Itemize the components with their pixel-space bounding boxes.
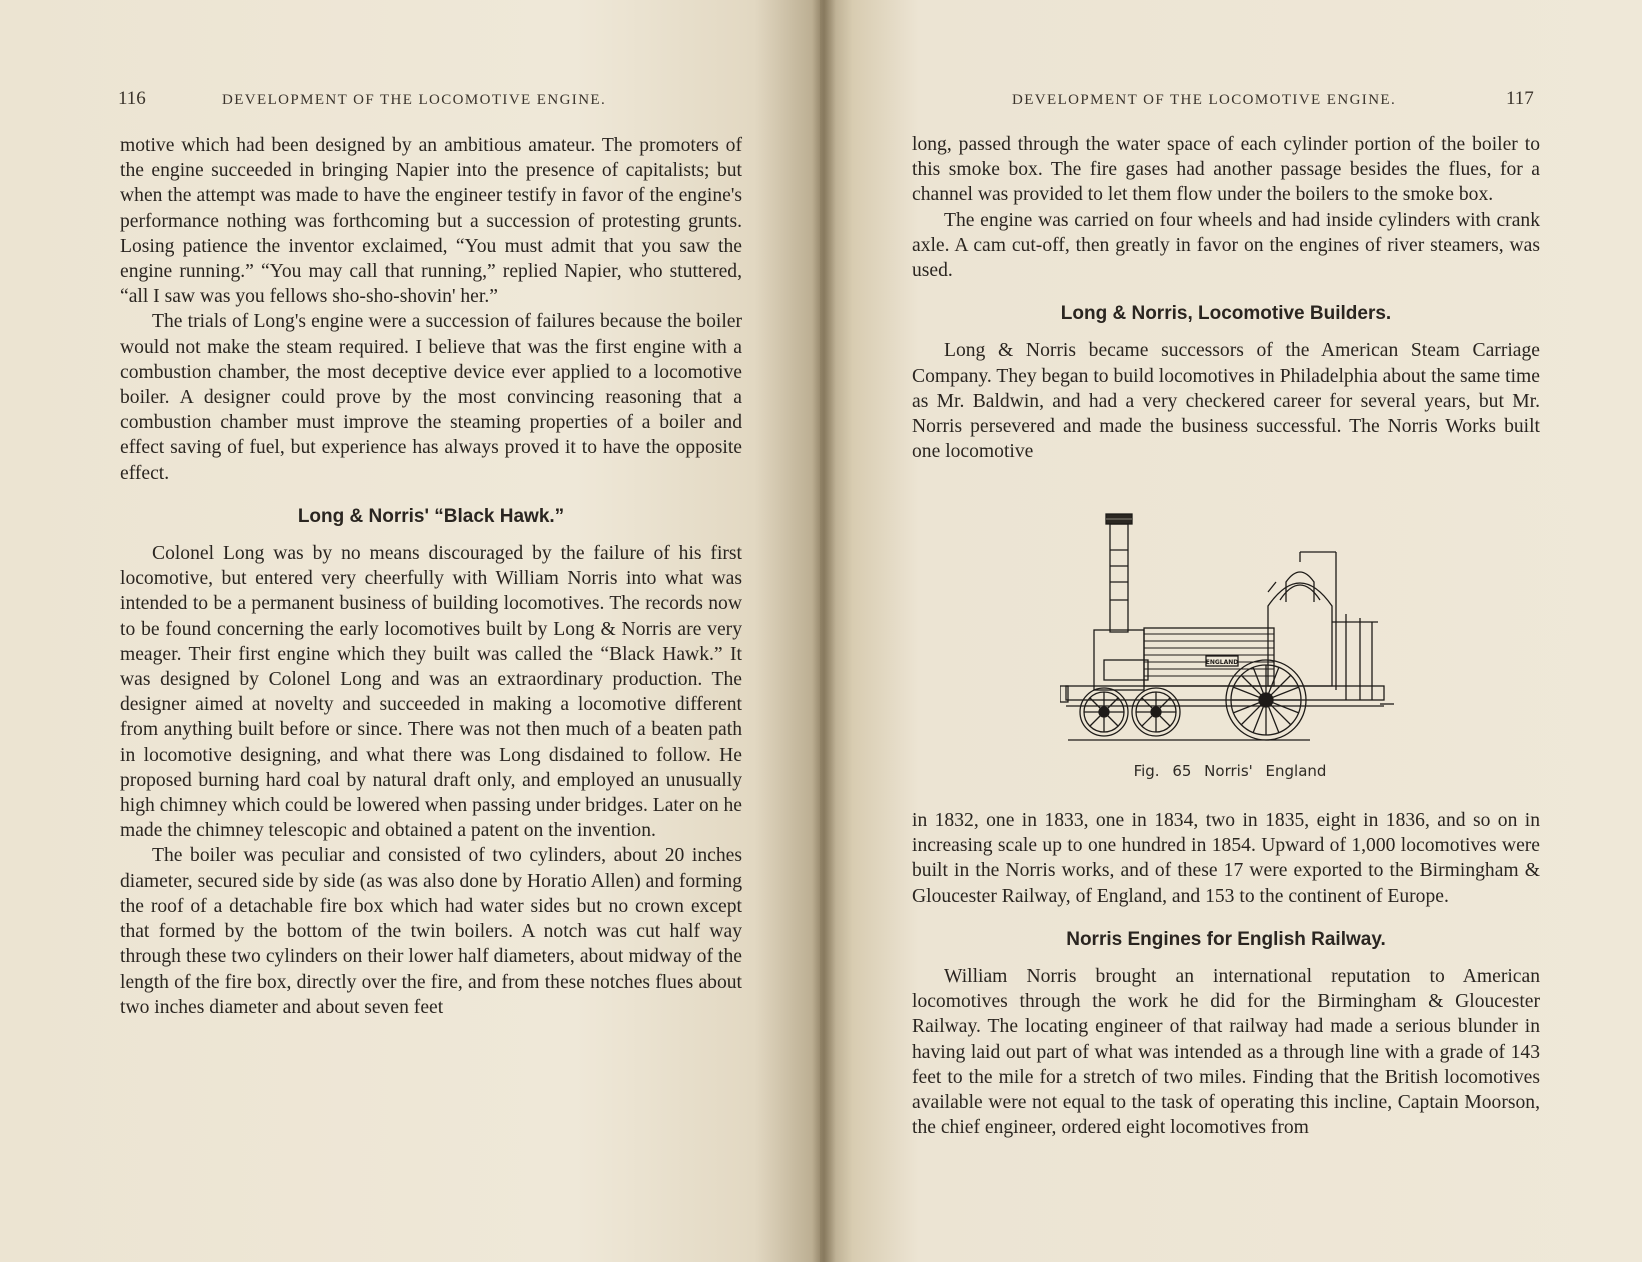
- left-page: [0, 0, 820, 1262]
- gutter-shadow: [812, 0, 836, 1262]
- right-text-column-bottom: [912, 808, 1540, 1140]
- section-heading: Long & Norris, Locomotive Builders.: [1060, 303, 1392, 325]
- paragraph: The boiler was peculiar and consisted of two cylinders, about 20 inches diameter, secured side by side (as was also done by Horatio Allen) and forming the roof of a detachable fire box which had water sides but no crown except that formed by the bottom of the twin boilers. A notch was cut half way through these two cylinders on their lower half diameters, about midway of the length of the fire box, directly over the fire, and from these notches flues about two inches diameter and about seven feet: [120, 845, 742, 1018]
- figure-caption: Fig. 65 Norris' England: [1133, 762, 1327, 780]
- left-text-column: [120, 133, 742, 1020]
- paragraph: Long & Norris became successors of the American Steam Carriage Company. They began to build locomotives in Philadelphia about the same time as Mr. Baldwin, and had a very checkered career for several years, but Mr. Norris persevered and made the business successful. The Norris Works built one locomotive: [912, 340, 1540, 463]
- section-heading: Long & Norris' “Black Hawk.”: [297, 505, 565, 527]
- paragraph: in 1832, one in 1833, one in 1834, two in 1835, eight in 1836, and so on in increasing scale up to one hundred in 1854. Upward of 1,000 locomotives were built in the Norris works, and of these 17 were exported to the Birmingham & Gloucester Railway, of England, and 153 to the continent of Europe.: [912, 810, 1540, 907]
- paragraph: motive which had been designed by an ambitious amateur. The promoters of the engine succeeded in bringing Napier into the presence of capitalists; but when the attempt was made to have the engineer testify in favor of the engine's performance nothing was forthcoming but a succession of protesting grunts. Losing patience the inventor exclaimed, “You must admit that you saw the engine running.” “You may call that running,” replied Napier, who stuttered, “all I saw was you fellows sho-sho-shovin' her.”: [120, 135, 742, 308]
- running-head-left: DEVELOPMENT OF THE LOCOMOTIVE ENGINE.: [222, 92, 607, 108]
- running-head-right: DEVELOPMENT OF THE LOCOMOTIVE ENGINE.: [1012, 92, 1397, 108]
- section-heading: Norris Engines for English Railway.: [1066, 928, 1386, 950]
- paragraph: Colonel Long was by no means discouraged by the failure of his first locomotive, but entered very cheerfully with William Norris into what was intended to be a permanent business of building locomotives. The records now to be found concerning the early locomotives built by Long & Norris are very meager. Their first engine which they built was called the “Black Hawk.” It was designed by Colonel Long and was an extraordinary production. The designer aimed at novelty and succeeded in making a locomotive different from anything built before or since. There was not then much of a beaten path in locomotive designing, and what there was Long disdained to follow. He proposed burning hard coal by natural draft only, and employed an unusually high chimney which could be lowered when passing under bridges. Later on he made the chimney telescopic and obtained a patent on the invention.: [120, 543, 742, 842]
- nameplate-text: ENGLAND: [1205, 659, 1239, 666]
- locomotive-illustration: [1060, 510, 1400, 790]
- page-number-left: 116: [118, 88, 146, 109]
- paragraph: The engine was carried on four wheels and had inside cylinders with crank axle. A cam cut-off, then greatly in favor on the engines of river steamers, was used.: [912, 209, 1540, 282]
- paragraph: long, passed through the water space of each cylinder portion of the boiler to this smoke box. The fire gases had another passage besides the flues, for a channel was provided to let them flow under the boilers to the smoke box.: [912, 134, 1540, 206]
- paragraph: The trials of Long's engine were a succession of failures because the boiler would not make the steam required. I believe that was the first engine with a combustion chamber, the most deceptive device ever applied to a locomotive boiler. A designer could prove by the most convincing reasoning that a combustion chamber must improve the steaming properties of a boiler and effect saving of fuel, but experience has always proved it to have the opposite effect.: [120, 311, 742, 484]
- page-number-right: 117: [1506, 88, 1534, 109]
- paragraph: William Norris brought an international reputation to American locomotives through the work he did for the Birmingham & Gloucester Railway. The locating engineer of that railway had made a serious blunder in having laid out part of what was intended as a through line with a grade of 143 feet to the mile for a stretch of two miles. Finding that the British locomotives available were not equal to the task of operating this incline, Captain Moorson, the chief engineer, ordered eight locomotives from: [912, 966, 1540, 1139]
- right-text-column-top: [912, 132, 1540, 464]
